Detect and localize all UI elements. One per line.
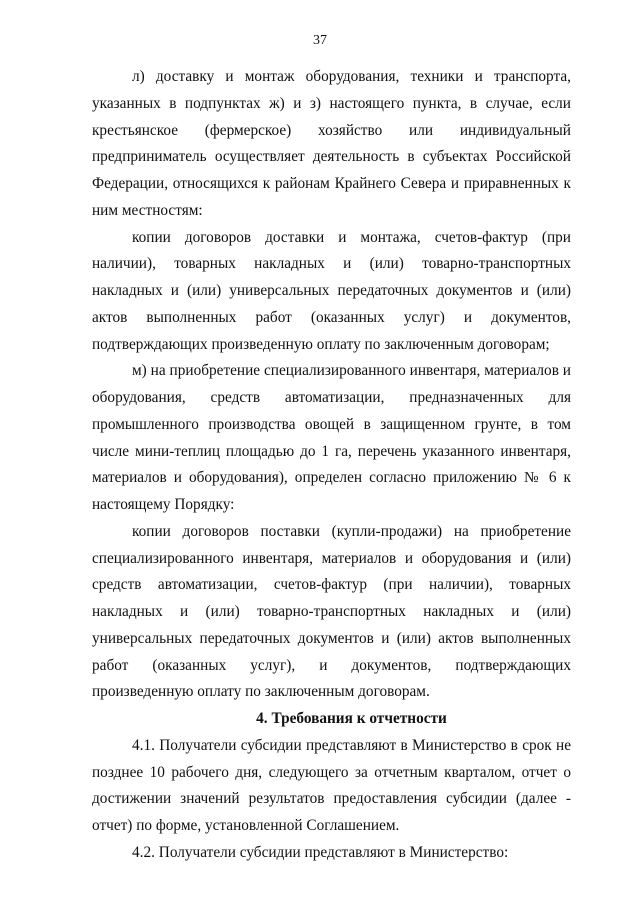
page-number: 37: [313, 33, 327, 48]
paragraph-item-m: м) на приобретение специализированного инвентаря, материалов и оборудования, средств автоматизации, предназначенных для промышленного производства овощей в защищенном грунте, в том числе мини-теплиц площадью до 1 га, перечень указанного инвентаря, материалов и оборудования), определен согласно приложению № 6 к настоящему Порядку:: [92, 362, 571, 513]
document-body: [92, 64, 571, 867]
paragraph-item-l: л) доставку и монтаж оборудования, техники и транспорта, указанных в подпунктах ж) и з) настоящего пункта, в случае, если крестьянское (фермерское) хозяйство или индивидуальный предприниматель осуществляет деятельность в субъектах Российской Федерации, относящихся к районам Крайнего Севера и приравненных к ним местностям:: [92, 68, 571, 219]
paragraph-4-2: 4.2. Получатели субсидии представляют в Министерство:: [132, 843, 509, 861]
paragraph-4-1: 4.1. Получатели субсидии представляют в Министерство в срок не позднее 10 рабочего дня, следующего за отчетным кварталом, отчет о достижении значений результатов предоставления субсидии (далее - отчет) по форме, установленной Соглашением.: [92, 736, 571, 834]
paragraph-item-m-documents: копии договоров поставки (купли-продажи) на приобретение специализированного инвентаря, материалов и оборудования и (или) средств автоматизации, счетов-фактур (при наличии), товарных накладных и (или) товарно-транспортных накладных и (или) универсальных передаточных документов и (или) актов выполненных работ (оказанных услуг), и документов, подтверждающих произведенную оплату по заключенным договорам.: [92, 522, 571, 701]
section-heading: 4. Требования к отчетности: [256, 710, 447, 727]
paragraph-item-l-documents: копии договоров доставки и монтажа, счетов-фактур (при наличии), товарных накладных и (или) товарно-транспортных накладных и (или) универсальных передаточных документов и (или) актов выполненных работ (оказанных услуг) и документов, подтверждающих произведенную оплату по заключенным договорам;: [92, 228, 571, 353]
